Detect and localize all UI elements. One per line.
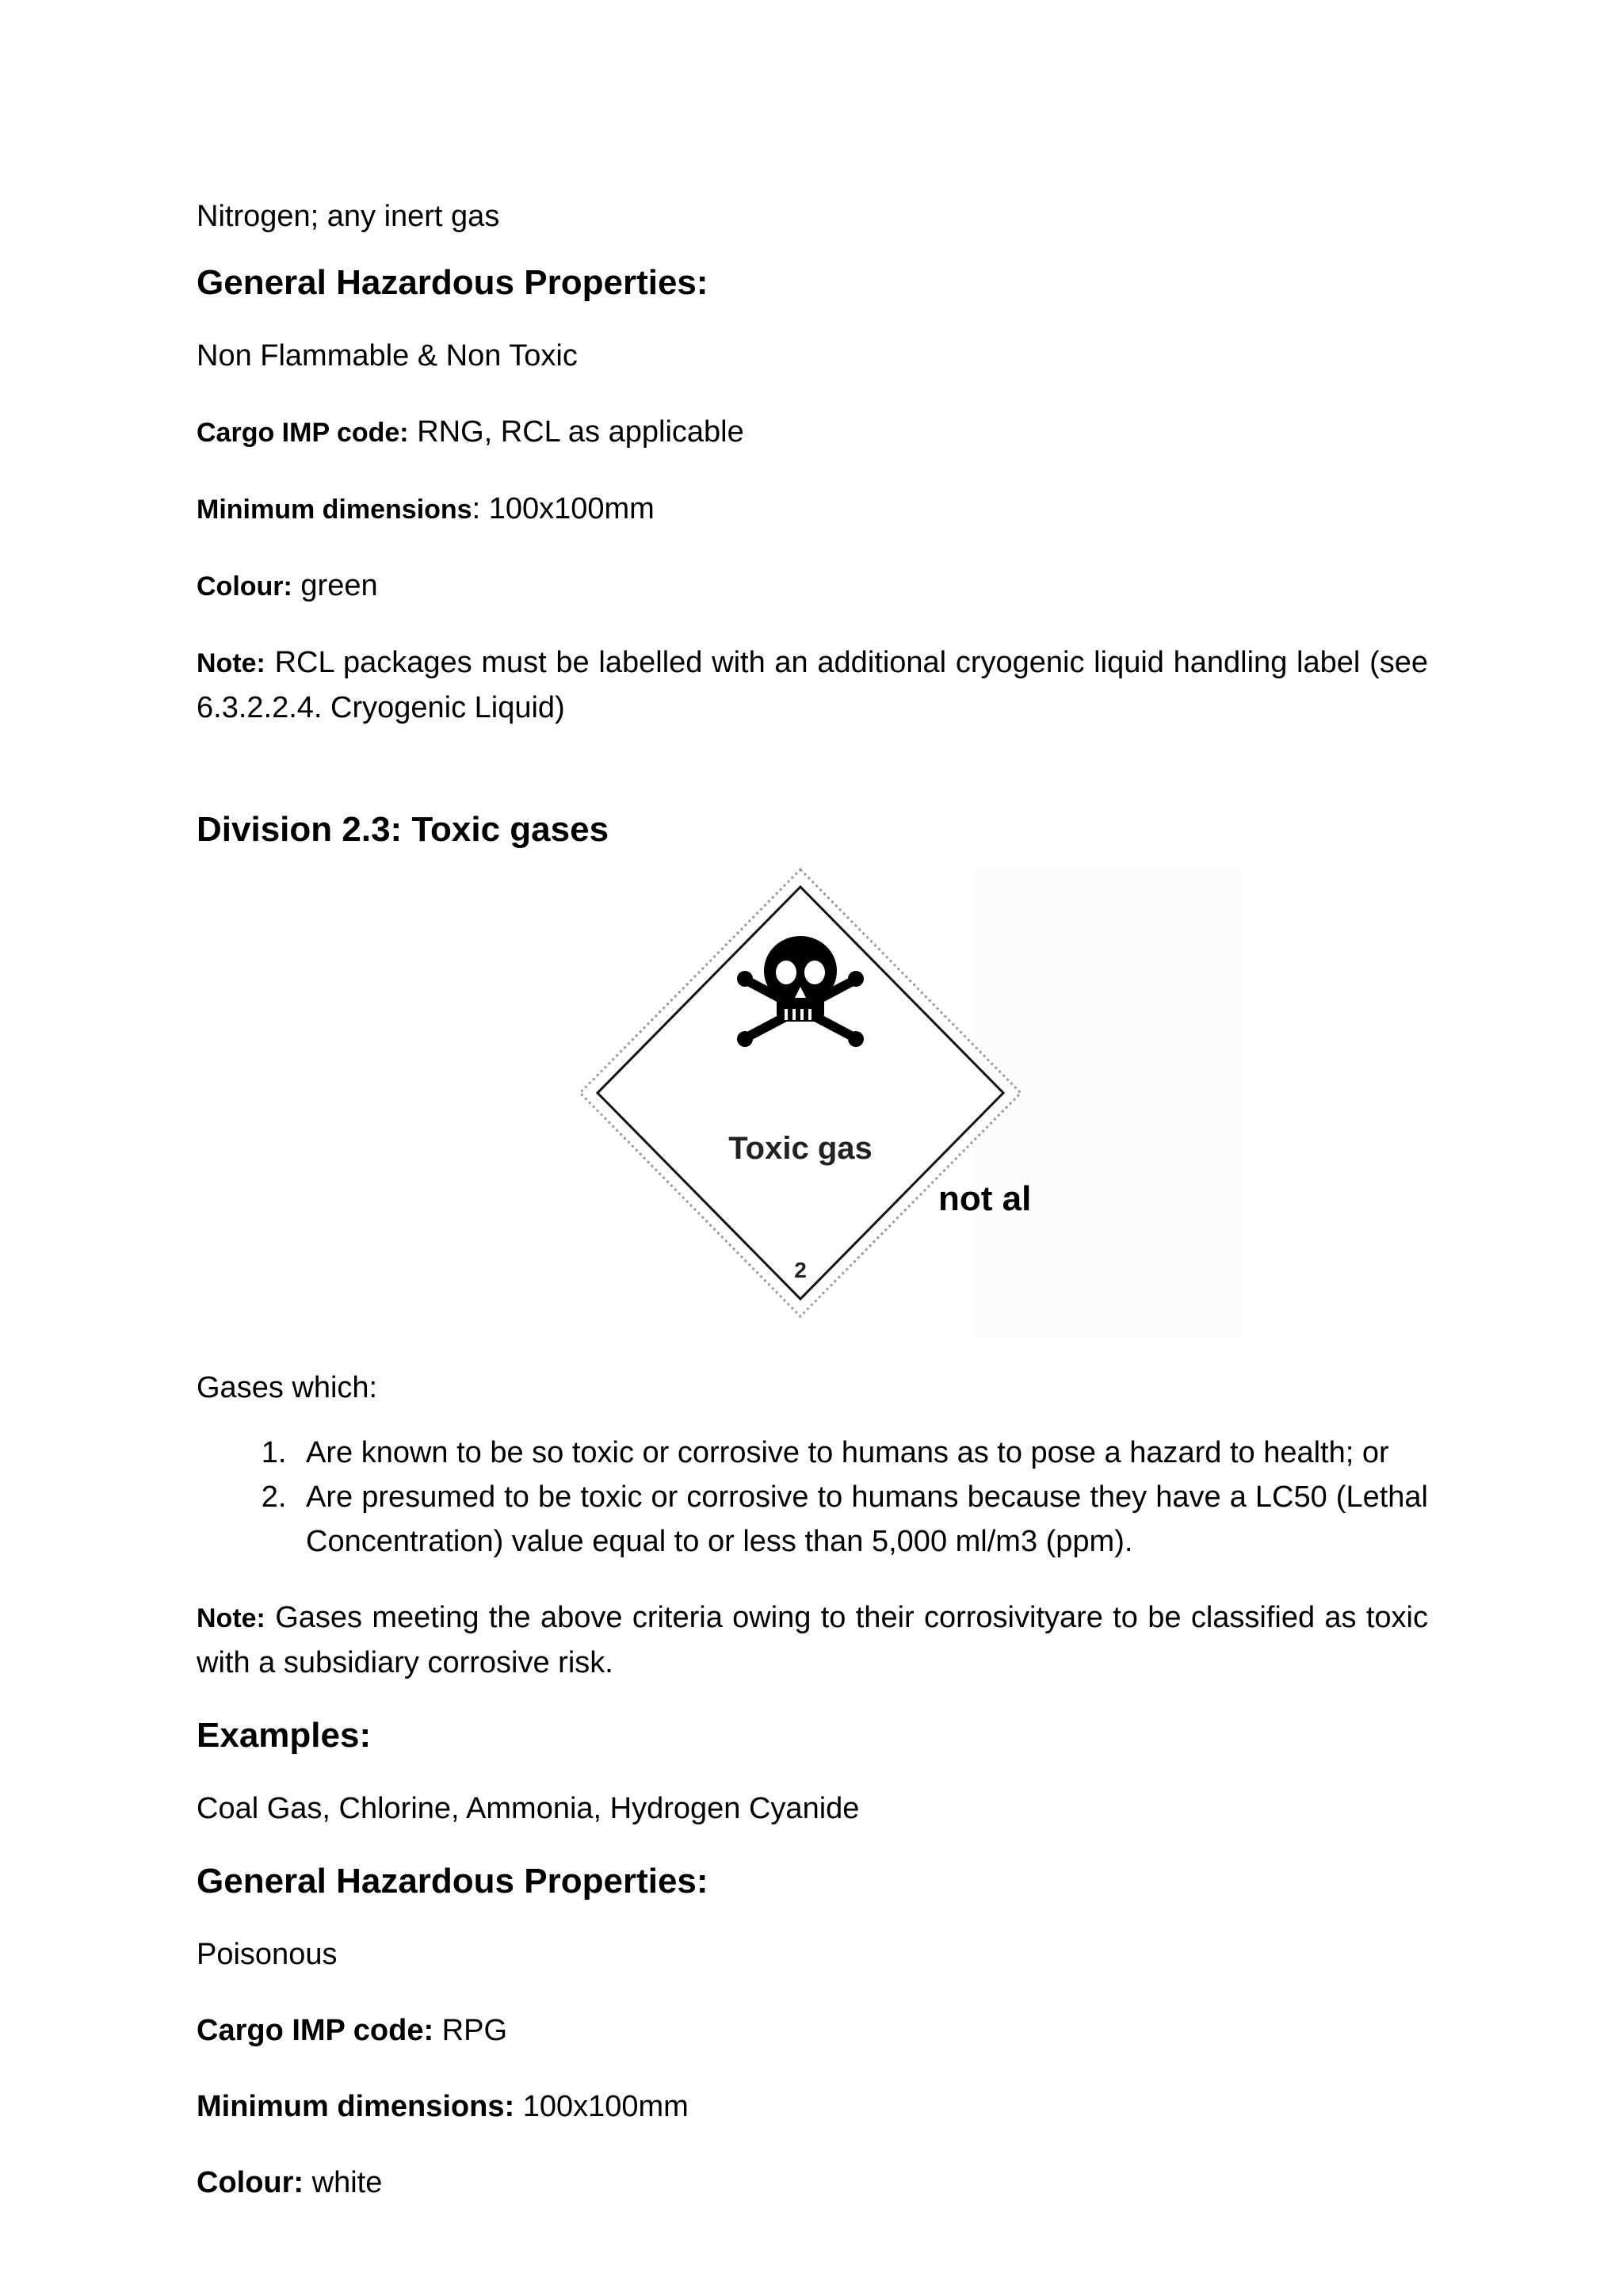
division-ghp-heading: General Hazardous Properties: [197,1862,708,1901]
section1-ghp-text: Non Flammable & Non Toxic [197,339,578,372]
division-cargo-code [197,2008,1428,2053]
note-label: Note: [197,648,265,678]
colour-label: Colour: [197,2166,304,2199]
min-dimensions-label: Minimum dimensions [197,495,472,525]
section1-min-dimensions [197,487,1428,532]
hazard-label-figure [197,861,1428,1337]
examples-heading: Examples: [197,1716,372,1755]
note-label: Note: [197,1603,265,1633]
min-dimensions-label: Minimum dimensions: [197,2090,515,2123]
min-dimensions-value: : 100x100mm [472,492,655,525]
cargo-code-value: RPG [433,2014,508,2047]
examples-text: Coal Gas, Chlorine, Ammonia, Hydrogen Cyanide [197,1792,860,1825]
criteria-list [197,1431,1428,1564]
division-ghp-text: Poisonous [197,1938,338,1971]
label-text: Toxic gas [728,1131,873,1166]
cargo-code-label: Cargo IMP code: [197,2014,434,2047]
cargo-code-label: Cargo IMP code: [197,418,409,448]
page-content [197,194,1428,2205]
colour-label: Colour: [197,571,292,602]
overlay-text: not al [938,1179,1032,1218]
toxic-gas-diamond-label [577,861,1243,1337]
label-class-number: 2 [794,1258,807,1282]
colour-value: white [304,2166,383,2199]
section1-note [197,640,1428,730]
list-item: 1. Are known to be so toxic or corrosive to humans as to pose a hazard to health; or [295,1431,1428,1475]
section1-ghp-heading: General Hazardous Properties: [197,263,708,302]
note-text: Gases meeting the above criteria owing to their corrosivityare to be classified as toxic with a subsidiary corrosive risk. [197,1601,1428,1679]
list-item: 2. Are presumed to be toxic or corrosive to humans because they have a LC50 (Lethal Concentration) value equal to or less than 5,000 ml/m3 (ppm). [295,1475,1428,1564]
division-heading: Division 2.3: Toxic gases [197,810,609,849]
division-min-dimensions [197,2084,1428,2129]
intro-line: Nitrogen; any inert gas [197,200,500,233]
note-text: RCL packages must be labelled with an additional cryogenic liquid handling label (see 6.3.2.2.4. Cryogenic Liquid) [197,646,1428,724]
min-dimensions-value: 100x100mm [514,2090,689,2123]
cargo-code-value: RNG, RCL as applicable [408,415,744,449]
colour-value: green [292,569,378,602]
division-note [197,1595,1428,1685]
gases-intro: Gases which: [197,1371,378,1404]
section1-colour [197,563,1428,609]
section1-cargo-code [197,410,1428,455]
division-colour [197,2160,1428,2205]
